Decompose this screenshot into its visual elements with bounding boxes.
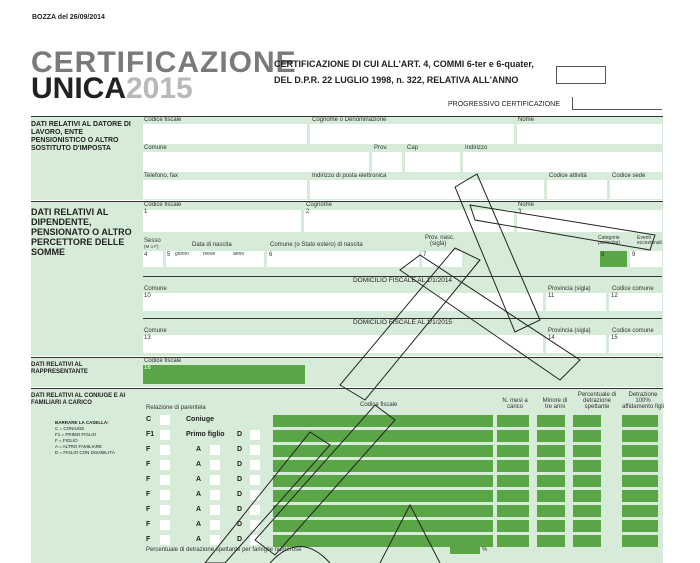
dip-mese-label: mese: [203, 251, 216, 257]
dip-n13: 13: [144, 335, 151, 341]
dom2015-prov-label: Provincia (sigla): [548, 328, 591, 334]
dip-n6: 6: [269, 252, 273, 258]
relazione-label: Relazione di parentela: [146, 405, 206, 411]
dip-n14: 14: [548, 335, 555, 341]
dip-anno-label: anno: [233, 251, 245, 257]
datore-comune-label: Comune: [144, 145, 167, 151]
watermark-bar-3: [400, 255, 580, 380]
watermark-bar-1: [455, 174, 540, 332]
watermark-curve: [270, 547, 330, 563]
row-code-4: F: [146, 476, 151, 483]
dip-n5: 5: [167, 252, 171, 258]
dip-nome-label: Nome: [518, 202, 535, 208]
row-d-label-6: D: [237, 506, 243, 513]
datore-title: DATI RELATIVI AL DATORE DI LAVORO, ENTE PENSIONISTICO O ALTRO SOSTITUTO D'IMPOSTA: [31, 121, 131, 152]
fam-percentuale-header: Percentuale di detrazione spettante: [577, 392, 617, 410]
dip-n3: 3: [518, 209, 522, 215]
row-coniuge-label: Coniuge: [186, 416, 214, 423]
legend-f1: F1 = PRIMO FIGLIO: [55, 432, 97, 437]
draft-date: BOZZA del 26/09/2014: [32, 14, 105, 21]
rappresentante-title: DATI RELATIVI AL RAPPRESENTANTE: [31, 362, 88, 375]
dom2015-codice-label: Codice comune: [612, 328, 654, 334]
dip-n9: 9: [632, 252, 636, 258]
dip-categorie-label: Categorie particolari: [598, 235, 620, 246]
row-a-label-8: A: [196, 536, 202, 543]
row-a-label-4: A: [196, 476, 202, 483]
dip-n4: 4: [144, 252, 148, 258]
row-d-label-7: D: [237, 521, 243, 528]
datore-sede-label: Codice sede: [612, 173, 646, 179]
logo-unica: UNICA: [31, 72, 126, 105]
row-d-label-3: D: [237, 461, 243, 468]
legend-title: BARRARE LA CASELLA:: [55, 420, 109, 425]
datore-telefono-label: Telefono, fax: [144, 173, 179, 179]
dom2014-title: DOMICILIO FISCALE AL 1/1/2014: [352, 277, 453, 284]
row-code-7: F: [146, 521, 151, 528]
watermark-arc: [380, 505, 440, 563]
dom2014-prov-label: Provincia (sigla): [548, 286, 591, 292]
percent-sign: %: [482, 547, 488, 553]
watermark-bar-6: [205, 432, 330, 563]
datore-nome-label: Nome: [518, 117, 535, 123]
dip-sesso-label: Sesso: [144, 238, 161, 244]
row-a-label-7: A: [196, 521, 202, 528]
famiglie-numerose-label: Percentuale di detrazione spettante per famiglie numerose: [146, 547, 302, 553]
dom2015-comune-label: Comune: [144, 328, 167, 334]
datore-prov-label: Prov.: [374, 145, 388, 151]
dom2014-codice-label: Codice comune: [612, 286, 654, 292]
row-a-label-6: A: [196, 506, 202, 513]
datore-indirizzo-label: Indirizzo: [465, 145, 488, 151]
header-line1: CERTIFICAZIONE DI CUI ALL'ART. 4, COMMI 6-ter e 6-quater,: [274, 59, 534, 69]
row-code-5: F: [146, 491, 151, 498]
dip-n15: 15: [611, 335, 618, 341]
watermark-bar-5: [255, 405, 395, 555]
row-code-0: C: [146, 416, 152, 423]
fam-minore-header: Minore di tre anni: [542, 398, 568, 410]
dip-cognome-label: Cognome: [306, 202, 333, 208]
row-code-8: F: [146, 536, 151, 543]
row-code-6: F: [146, 506, 151, 513]
legend-c: C = CONIUGE: [55, 426, 85, 431]
datore-email-label: Indirizzo di posta elettronica: [312, 173, 387, 179]
header-line2: DEL D.P.R. 22 LUGLIO 1998, n. 322, RELATIVA ALL'ANNO: [274, 75, 519, 85]
rapp-cf-label: Codice fiscale: [144, 358, 182, 364]
fam-mesi-header: N. mesi a carico: [502, 398, 528, 410]
dip-n2: 2: [306, 209, 310, 215]
row-d-label-4: D: [237, 476, 243, 483]
row-a-label-5: A: [196, 491, 202, 498]
dip-prov-nasc-sub: (sigla): [430, 241, 447, 247]
dip-cf-label: Codice fiscale: [144, 202, 182, 208]
datore-cognome-label: Cognome o Denominazione: [312, 117, 387, 123]
row-code-2: F: [146, 446, 151, 453]
dip-n7: 7: [423, 252, 427, 258]
row-primo-label: Primo figlio: [186, 431, 225, 438]
fam-detrazione-header: Detrazione 100% affidamento figli: [622, 392, 664, 410]
row-d-label-8: D: [237, 536, 243, 543]
row-code-1: F1: [146, 431, 155, 438]
row-code-3: F: [146, 461, 151, 468]
logo-title: CERTIFICAZIONE: [31, 46, 297, 79]
watermark-shape: [205, 174, 655, 563]
dip-n12: 12: [611, 293, 618, 299]
watermark-bar-4: [340, 248, 480, 400]
dip-giorno-label: giorno: [175, 251, 189, 257]
datore-cap-label: Cap: [407, 145, 419, 151]
dip-comune-nasc-label: Comune (o Stato estero) di nascita: [270, 242, 363, 248]
dip-nascita-label: Data di nascita: [192, 242, 232, 248]
legend-a: A = ALTRO FAMILIARE: [55, 444, 103, 449]
legend-d: D = FIGLIO CON DISABILITÀ: [55, 450, 115, 455]
dom2014-comune-label: Comune: [144, 286, 167, 292]
logo-year: 2015: [126, 72, 193, 105]
rapp-n16: 16: [144, 365, 151, 371]
fam-cf-header: Codice fiscale: [360, 402, 398, 408]
dip-eventi-label: Eventi eccezionali: [637, 235, 662, 246]
row-d-label-1: D: [237, 431, 243, 438]
dip-n11: 11: [548, 293, 555, 299]
familiari-title: DATI RELATIVI AL CONIUGE E AI FAMILIARI A CARICO: [31, 393, 126, 406]
dip-n1: 1: [144, 209, 148, 215]
dom2015-title: DOMICILIO FISCALE AL 1/1/2015: [352, 319, 453, 326]
dip-n10: 10: [144, 293, 151, 299]
legend-f: F = FIGLIO: [55, 438, 78, 443]
row-d-label-2: D: [237, 446, 243, 453]
dip-n8: 8: [601, 252, 605, 258]
row-a-label-2: A: [196, 446, 202, 453]
datore-cf-label: Codice fiscale: [144, 117, 182, 123]
watermark-bar-2: [470, 205, 655, 250]
row-d-label-5: D: [237, 491, 243, 498]
progressivo-label: PROGRESSIVO CERTIFICAZIONE: [448, 101, 560, 108]
row-a-label-3: A: [196, 461, 202, 468]
dip-prov-nasc-label: Prov. nasc.: [425, 235, 455, 241]
dipendente-title: DATI RELATIVI AL DIPENDENTE, PENSIONATO O ALTRO PERCETTORE DELLE SOMME: [31, 207, 132, 257]
dip-sesso-sub: (M o F): [144, 244, 159, 249]
datore-attivita-label: Codice attività: [549, 173, 587, 179]
